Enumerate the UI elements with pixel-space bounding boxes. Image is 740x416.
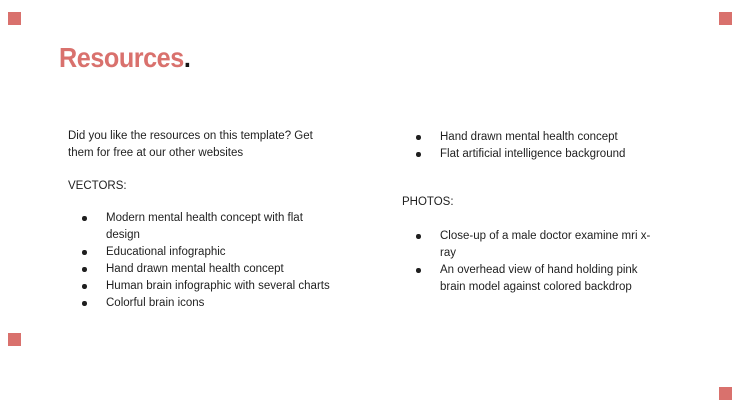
list-item bbox=[402, 146, 660, 163]
page-title-period: . bbox=[183, 42, 191, 73]
corner-accent-square-top-right bbox=[719, 12, 732, 25]
photos-list bbox=[402, 228, 660, 296]
list-item bbox=[402, 129, 660, 146]
corner-accent-square-bottom-left bbox=[8, 333, 21, 346]
list-item-text: Educational infographic bbox=[106, 246, 226, 258]
page-title bbox=[59, 44, 190, 72]
corner-accent-square-top-left bbox=[8, 12, 21, 25]
bullet-dot-icon bbox=[82, 216, 87, 221]
corner-accent-square-bottom-right bbox=[719, 387, 732, 400]
list-item bbox=[68, 261, 332, 278]
vectors-list-continued bbox=[402, 129, 660, 163]
bullet-dot-icon bbox=[82, 267, 87, 272]
list-item-text: Human brain infographic with several charts bbox=[106, 280, 330, 292]
list-item bbox=[68, 295, 332, 312]
list-item bbox=[68, 278, 332, 295]
list-item-text: Hand drawn mental health concept bbox=[106, 263, 284, 275]
intro-text: Did you like the resources on this template? Get them for free at our other websites bbox=[68, 130, 313, 159]
bullet-dot-icon bbox=[416, 268, 421, 273]
page-title-text: Resources bbox=[59, 42, 184, 73]
bullet-dot-icon bbox=[416, 234, 421, 239]
bullet-dot-icon bbox=[416, 135, 421, 140]
list-item-text: Modern mental health concept with flat design bbox=[106, 212, 303, 241]
list-item-text: Hand drawn mental health concept bbox=[440, 131, 618, 143]
bullet-dot-icon bbox=[416, 152, 421, 157]
list-item-text: Close-up of a male doctor examine mri x-ray bbox=[440, 230, 651, 259]
list-item-text: Colorful brain icons bbox=[106, 297, 205, 309]
list-item-text: Flat artificial intelligence background bbox=[440, 148, 626, 160]
bullet-dot-icon bbox=[82, 301, 87, 306]
list-item bbox=[402, 262, 660, 296]
vectors-heading: VECTORS: bbox=[68, 180, 127, 192]
photos-heading: PHOTOS: bbox=[402, 196, 454, 208]
bullet-dot-icon bbox=[82, 250, 87, 255]
list-item bbox=[68, 244, 332, 261]
list-item bbox=[68, 210, 332, 244]
list-item bbox=[402, 228, 660, 262]
list-item-text: An overhead view of hand holding pink brain model against colored backdrop bbox=[440, 264, 638, 293]
vectors-list bbox=[68, 210, 332, 312]
bullet-dot-icon bbox=[82, 284, 87, 289]
